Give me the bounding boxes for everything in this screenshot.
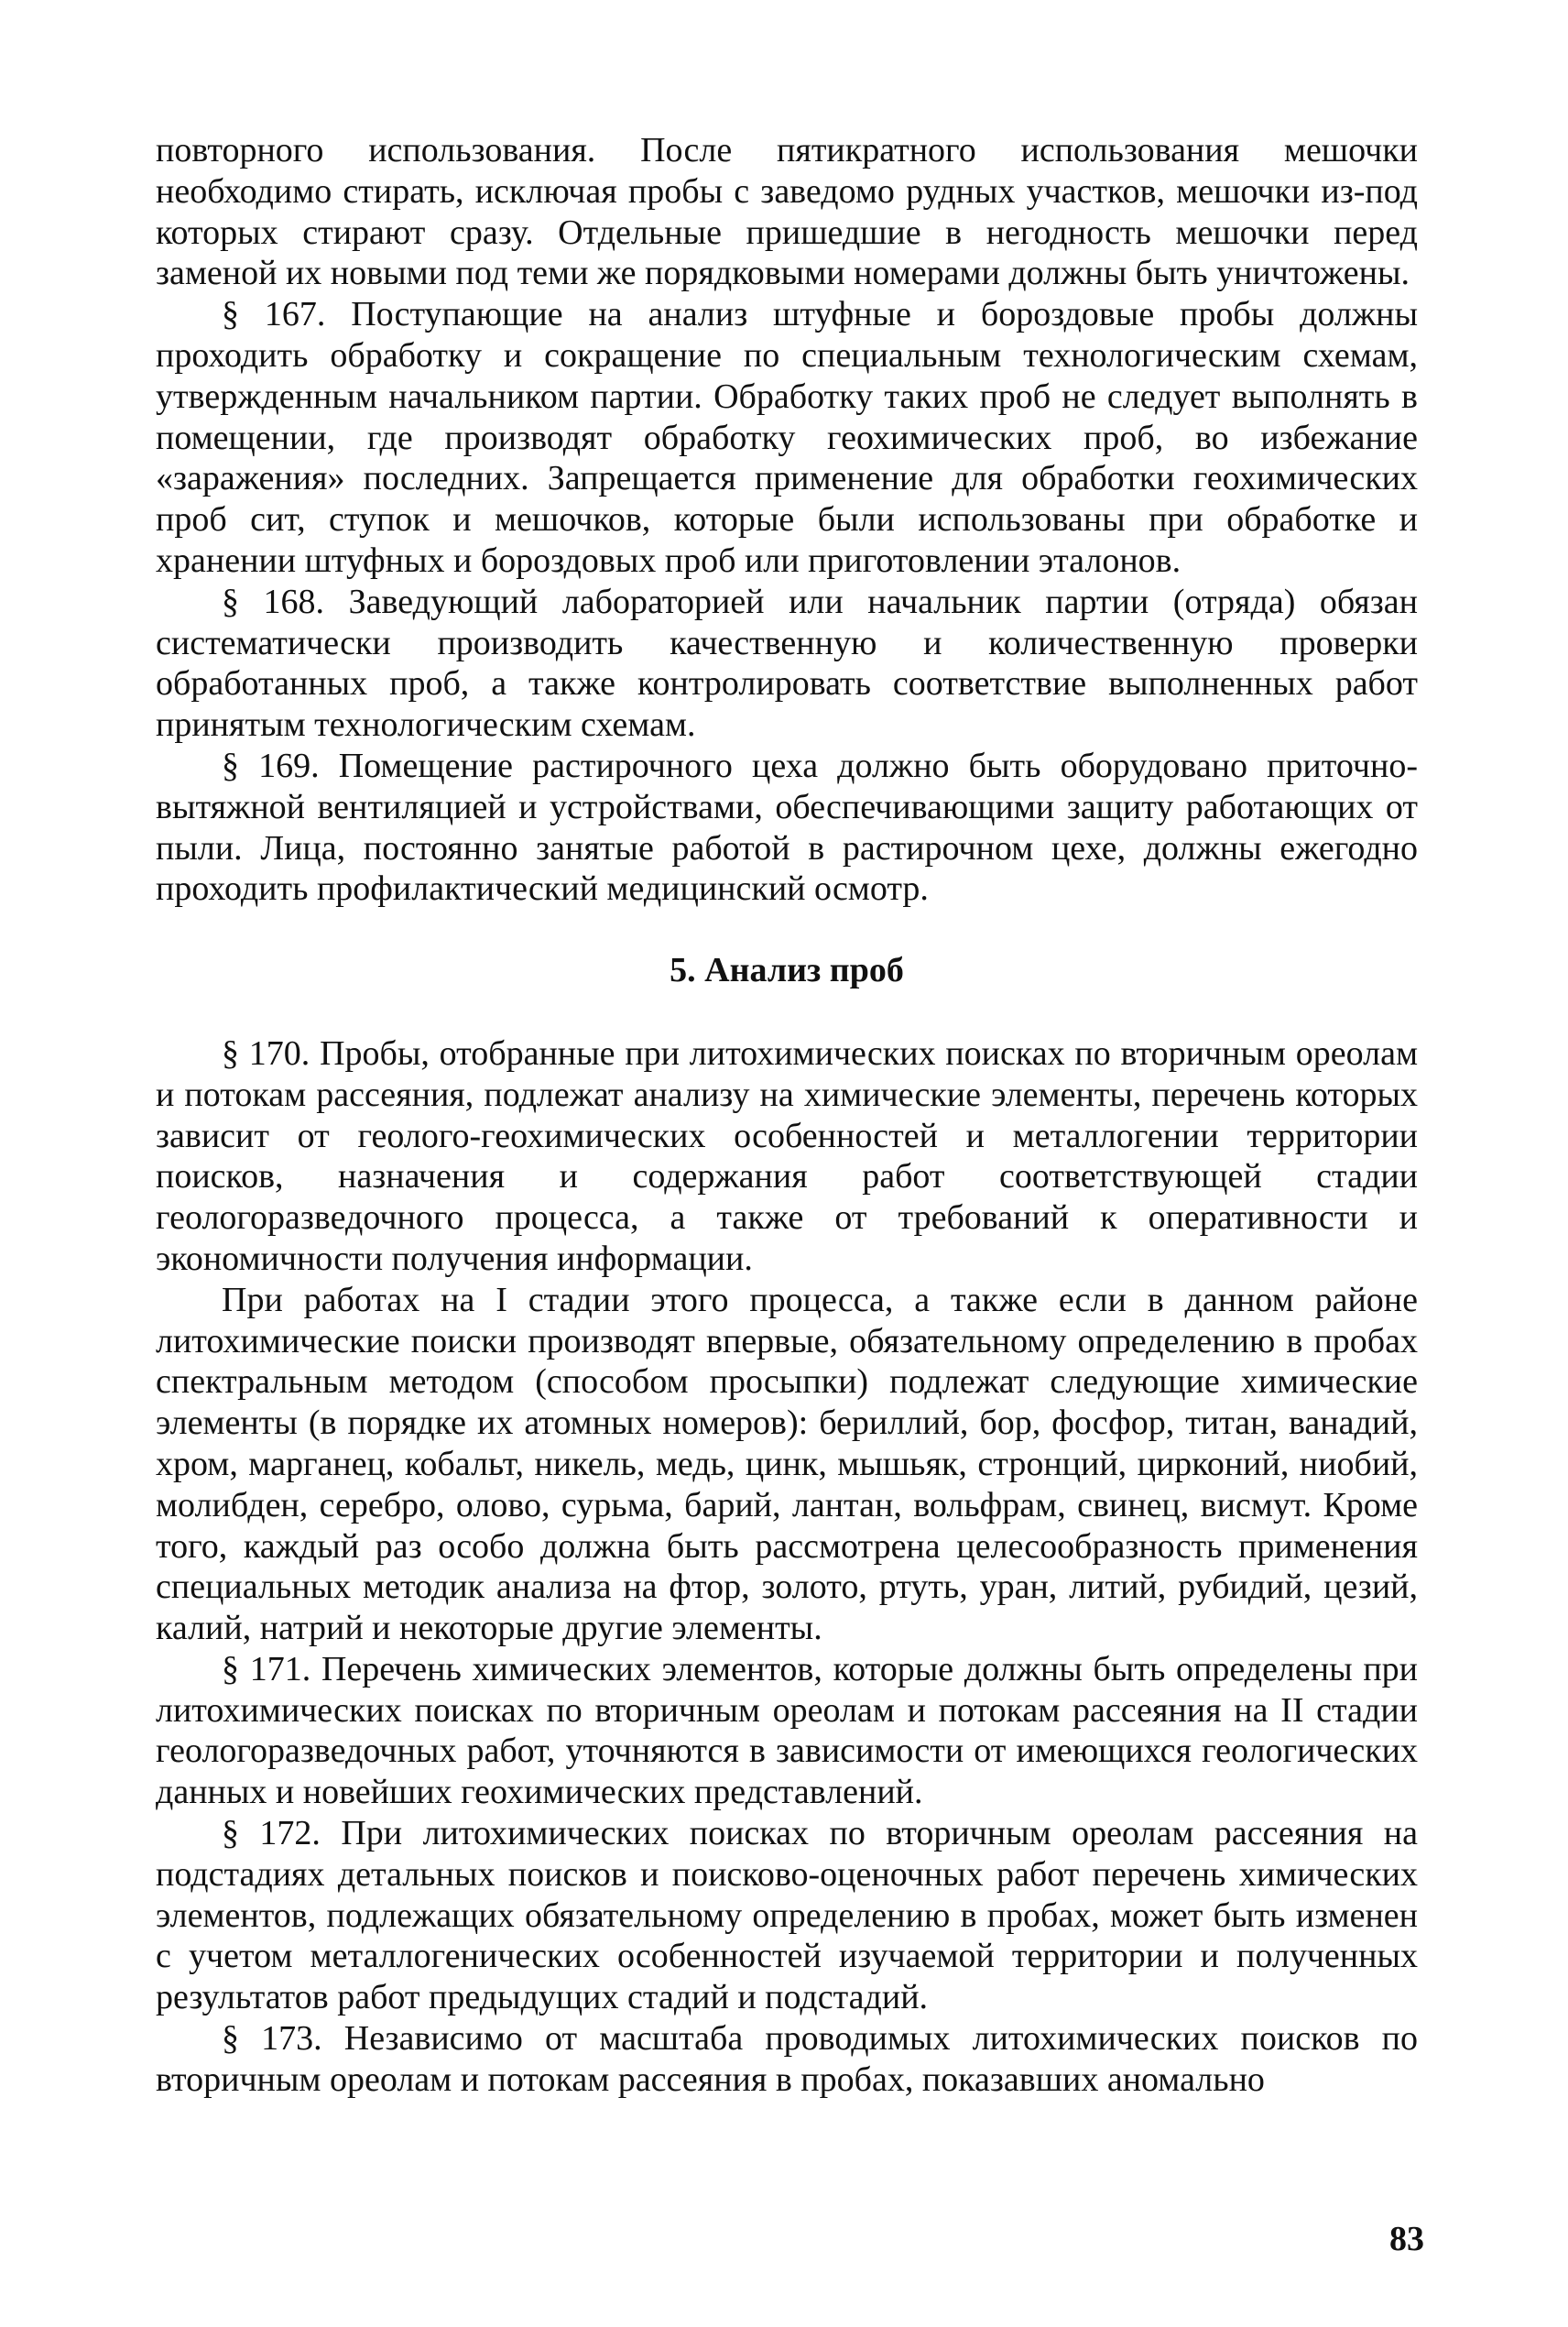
paragraph-167: § 167. Поступающие на анализ штуфные и бороздовые пробы должны проходить обработку и сокращение по специальным технологическим схемам, утвержденным начальником партии. Обработку таких проб не следует выполнять в помещении, где производят обработку геохимических проб, во избежание «заражения» последних. Запрещается применение для обработки геохимических проб сит, ступок и мешочков, которые были использованы при обработке и хранении штуфных и бороздовых проб или приготовлении эталонов. [156,295,1418,580]
paragraph-169: § 169. Помещение растирочного цеха должно быть оборудовано приточно-вытяжной вентиляцией и устройствами, обеспечивающими защиту работающих от пыли. Лица, постоянно занятые работой в растирочном цехе, должны ежегодно проходить профилактический медицинский осмотр. [156,746,1418,909]
paragraph-172: § 172. При литохимических поисках по вторичным ореолам рассеяния на подстадиях детальных поисков и поисково-оценочных работ перечень химических элементов, подлежащих обязательному определению в пробах, может быть изменен с учетом металлогенических особенностей изучаемой территории и полученных результатов работ предыдущих стадий и подстадий. [156,1814,1418,2017]
paragraph-168: § 168. Заведующий лабораторией или начальник партии (отряда) обязан систематически производить качественную и количественную проверки обработанных проб, а также контролировать соответствие выполненных работ принятым технологическим схемам. [156,582,1418,745]
paragraph-170: § 170. Пробы, отобранные при литохимических поисках по вторичным ореолам и потокам рассеяния, подлежат анализу на химические элементы, перечень которых зависит от геолого-геохимических особенностей и металлогении территории поисков, назначения и содержания работ соответствующей стадии геологоразведочного процесса, а также от требований к оперативности и экономичности получения информации. [156,1033,1418,1278]
paragraph-stage-one: При работах на I стадии этого процесса, а также если в данном районе литохимические поиски производят впервые, обязательному определению в пробах спектральным методом (способом просыпки) подлежат следующие химические элементы (в порядке их атомных номеров): бериллий, бор, фосфор, титан, ванадий, хром, марганец, кобальт, никель, медь, цинк, мышьяк, стронций, цирконий, ниобий, молибден, серебро, олово, сурьма, барий, лантан, вольфрам, свинец, висмут. Кроме того, каждый раз особо должна быть рассмотрена целесообразность применения специальных методик анализа на фтор, золото, ртуть, уран, литий, рубидий, цезий, калий, натрий и некоторые другие элементы. [156,1280,1418,1648]
paragraph-173: § 173. Независимо от масштаба проводимых литохимических поисков по вторичным ореолам и потокам рассеяния в пробах, показавших аномально [156,2019,1418,2099]
page-number: 83 [1389,2220,1424,2258]
paragraph-continuation: повторного использования. После пятикратного использования мешочки необходимо стирать, исключая пробы с заведомо рудных участков, мешочки из-под которых стирают сразу. Отдельные пришедшие в негодность мешочки перед заменой их новыми под теми же порядковыми номерами должны быть уничтожены. [156,131,1418,293]
document-page [156,130,1418,2101]
section-heading: 5. Анализ проб [670,951,904,990]
paragraph-171: § 171. Перечень химических элементов, которые должны быть определены при литохимических поисках по вторичным ореолам и потокам рассеяния на II стадии геологоразведочных работ, уточняются в зависимости от имеющихся геологических данных и новейших геохимических представлений. [156,1649,1418,1812]
